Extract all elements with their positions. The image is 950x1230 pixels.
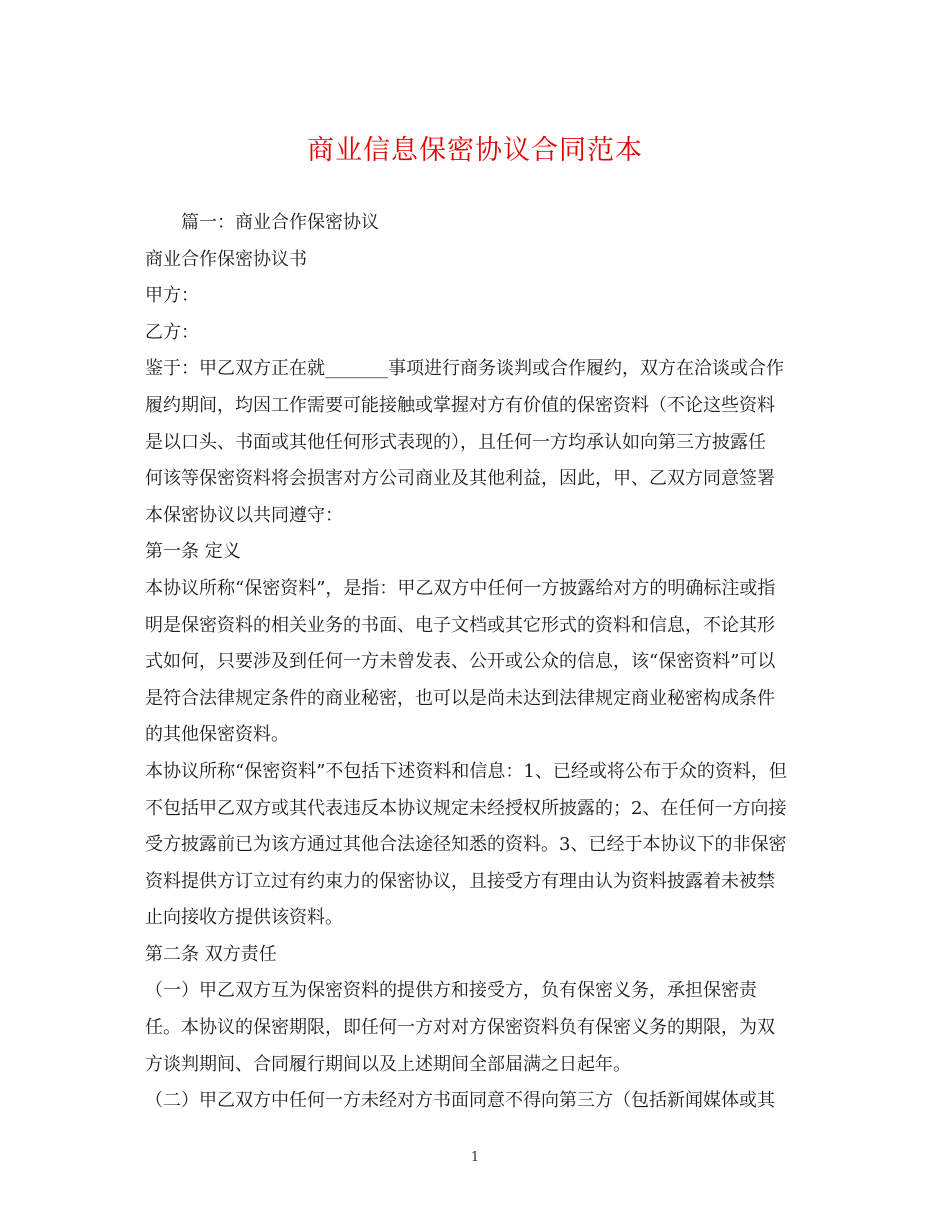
body-line: 式如何，只要涉及到任何一方未曾发表、公开或公众的信息，该“保密资料”可以 — [145, 651, 776, 673]
body-line: 鉴于：甲乙双方正在就_______事项进行商务谈判或合作履约，双方在洽谈或合作 — [145, 358, 784, 380]
body-line: 止向接收方提供该资料。 — [145, 907, 343, 929]
body-line: 的其他保密资料。 — [145, 724, 289, 746]
body-line: 甲方： — [145, 285, 199, 307]
body-line: 任。本协议的保密期限，即任何一方对对方保密资料负有保密义务的期限，为双 — [145, 1017, 775, 1039]
body-line: 本保密协议以共同遵守： — [145, 504, 343, 526]
body-line: 本协议所称“保密资料”，是指：甲乙双方中任何一方披露给对方的明确标注或指 — [145, 577, 776, 599]
page-number: 1 — [470, 1150, 480, 1165]
body-line: 是以口头、书面或其他任何形式表现的），且任何一方均承认如向第三方披露任 — [145, 431, 766, 453]
body-line: 不包括甲乙双方或其代表违反本协议规定未经授权所披露的；2、在任何一方向接 — [145, 797, 787, 819]
document-body — [145, 205, 810, 1120]
body-line: （二）甲乙双方中任何一方未经对方书面同意不得向第三方（包括新闻媒体或其 — [145, 1090, 775, 1112]
body-line: 明是保密资料的相关业务的书面、电子文档或其它形式的资料和信息，不论其形 — [145, 614, 775, 636]
body-line: 第一条 定义 — [145, 541, 241, 563]
body-line: 篇一：商业合作保密协议 — [181, 212, 379, 233]
document-title: 商业信息保密协议合同范本 — [307, 135, 643, 166]
body-line: 是符合法律规定条件的商业秘密，也可以是尚未达到法律规定商业秘密构成条件 — [145, 687, 775, 709]
body-line: 受方披露前已为该方通过其他合法途径知悉的资料。3、已经于本协议下的非保密 — [145, 834, 787, 856]
body-line: （一）甲乙双方互为保密资料的提供方和接受方，负有保密义务，承担保密责 — [145, 980, 757, 1002]
body-line: 何该等保密资料将会损害对方公司商业及其他利益，因此，甲、乙双方同意签署 — [145, 468, 775, 490]
body-line: 乙方： — [145, 321, 199, 343]
body-line: 本协议所称“保密资料”不包括下述资料和信息：1、已经或将公布于众的资料，但 — [145, 760, 787, 782]
body-line: 资料提供方订立过有约束力的保密协议，且接受方有理由认为资料披露着未被禁 — [145, 870, 775, 892]
body-line: 第二条 双方责任 — [145, 943, 277, 965]
body-line: 商业合作保密协议书 — [145, 248, 307, 270]
body-line: 履约期间，均因工作需要可能接触或掌握对方有价值的保密资料（不论这些资料 — [145, 394, 775, 416]
body-line: 方谈判期间、合同履行期间以及上述期间全部届满之日起年。 — [145, 1053, 631, 1075]
